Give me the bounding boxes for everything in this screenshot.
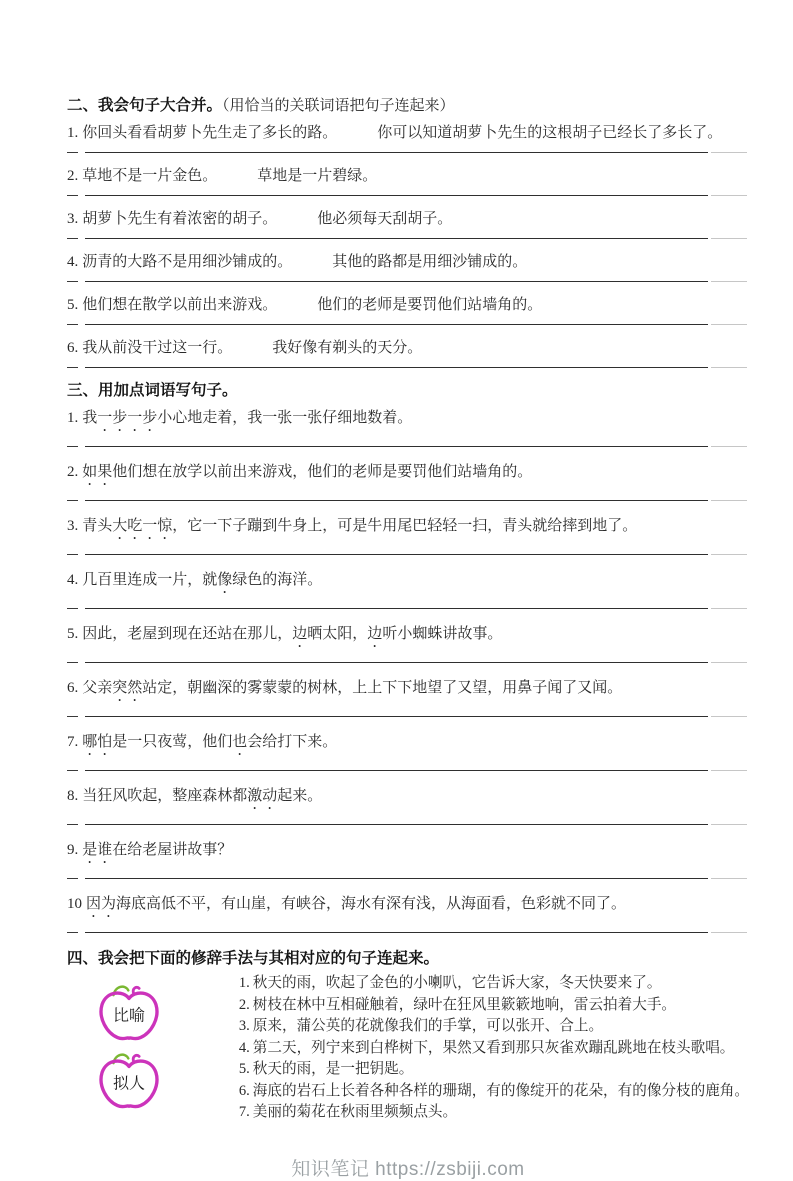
- answer-blank: [67, 366, 747, 368]
- dotted-item-10: [67, 894, 749, 921]
- sentence-a: 沥青的大路不是用细沙铺成的。: [82, 254, 293, 270]
- sentence-with-dots: 哪怕是一只夜莺，他们也会给打下来。: [82, 734, 338, 750]
- item-number: 1.: [67, 125, 79, 141]
- answer-blank: [67, 445, 747, 447]
- merge-item-1: [67, 123, 749, 143]
- answer-blank: [67, 931, 747, 933]
- answer-blank: [67, 237, 747, 239]
- section3-title: 三、用加点词语写句子。: [67, 382, 238, 399]
- merge-item-2: [67, 166, 749, 186]
- rhetoric-sentence-1: 1. 秋天的雨，吹起了金色的小喇叭，它告诉大家，冬天快要来了。: [238, 975, 662, 991]
- section4-title: 四、我会把下面的修辞手法与其相对应的句子连起来。: [67, 950, 440, 967]
- sentence-a: 你回头看看胡萝卜先生走了多长的路。: [82, 125, 338, 141]
- sentence-with-dots: 父亲突然站定，朝幽深的雾蒙蒙的树林，上上下下地望了又望，用鼻子闻了又闻。: [82, 680, 623, 696]
- sentence-a: 他们想在散学以前出来游戏。: [82, 297, 278, 313]
- dotted-item-9: [67, 840, 749, 867]
- sentence-b: 我好像有剃头的天分。: [272, 340, 423, 356]
- sentence-with-dots: 因此，老屋到现在还站在那儿，边晒太阳，边听小蜘蛛讲故事。: [82, 626, 503, 642]
- rhetoric-sentence-6: 6. 海底的岩石上长着各种各样的珊瑚，有的像绽开的花朵，有的像分枝的鹿角。: [238, 1082, 749, 1099]
- sentence-with-dots: 我一步一步小心地走着，我一张一张仔细地数着。: [82, 410, 413, 426]
- rhetoric-sentence-5: 5. 秋天的雨，是一把钥匙。: [238, 1061, 414, 1077]
- sentence-with-dots: 青头大吃一惊，它一下子蹦到牛身上，可是牛用尾巴轻轻一扫，青头就给摔到地了。: [82, 518, 638, 534]
- rhetoric-sentence-7: 7. 美丽的菊花在秋雨里频频点头。: [238, 1104, 458, 1120]
- answer-blank: [67, 607, 747, 609]
- section-dotted-words: [67, 381, 749, 933]
- dotted-item-6: [67, 678, 749, 705]
- section2-title: [67, 96, 749, 116]
- sentence-b: 他必须每天刮胡子。: [317, 211, 453, 227]
- answer-blank: [67, 151, 747, 153]
- merge-item-4: [67, 252, 749, 272]
- rhetoric-sentence-2: 2. 树枝在林中互相碰触着，绿叶在狂风里簌簌地响，雷云拍着大手。: [238, 996, 677, 1013]
- item-number: 3.: [67, 518, 79, 534]
- rhetoric-sentence-4: 4. 第二天，列宁来到白桦树下，果然又看到那只灰雀欢蹦乱跳地在枝头歌唱。: [238, 1039, 735, 1056]
- rhetoric-sentence-3: 3. 原来，蒲公英的花就像我们的手掌，可以张开、合上。: [238, 1018, 604, 1034]
- dotted-item-1: [67, 408, 749, 435]
- answer-blank: [67, 553, 747, 555]
- section2-title-hint: （用恰当的关联词语把句子连起来）: [222, 98, 455, 114]
- sentence-with-dots: 如果他们想在放学以前出来游戏，他们的老师是要罚他们站墙角的。: [82, 464, 533, 480]
- item-number: 10: [67, 896, 82, 912]
- answer-blank: [67, 877, 747, 879]
- answer-blank: [67, 715, 747, 717]
- sentence-with-dots: 当狂风吹起，整座森林都激动起来。: [82, 788, 323, 804]
- answer-blank: [67, 323, 747, 325]
- item-number: 8.: [67, 788, 79, 804]
- device-label-metaphor: 比喻: [112, 1007, 145, 1025]
- answer-blank: [67, 823, 747, 825]
- answer-blank: [67, 499, 747, 501]
- sentence-b: 你可以知道胡萝卜先生的这根胡子已经长了多长了。: [377, 125, 723, 141]
- item-number: 5.: [67, 297, 79, 313]
- rhetoric-device-column: [67, 971, 239, 1124]
- item-number: 6.: [67, 340, 79, 356]
- sentence-a: 草地不是一片金色。: [82, 168, 218, 184]
- answer-blank: [67, 769, 747, 771]
- sentence-with-dots: 因为海底高低不平，有山崖，有峡谷，海水有深有浅，从海面看，色彩就不同了。: [86, 896, 627, 912]
- device-label-personification: 拟人: [112, 1075, 145, 1093]
- dotted-item-2: [67, 462, 749, 489]
- merge-item-3: [67, 209, 749, 229]
- item-number: 7.: [67, 734, 79, 750]
- sentence-b: 其他的路都是用细沙铺成的。: [332, 254, 528, 270]
- personification-apple-badge: [91, 1051, 167, 1113]
- item-number: 9.: [67, 842, 79, 858]
- answer-blank: [67, 280, 747, 282]
- item-number: 6.: [67, 680, 79, 696]
- item-number: 2.: [67, 168, 79, 184]
- sentence-a: 胡萝卜先生有着浓密的胡子。: [82, 211, 278, 227]
- sentence-with-dots: 几百里连成一片，就像绿色的海洋。: [82, 572, 323, 588]
- item-number: 4.: [67, 572, 79, 588]
- item-number: 3.: [67, 211, 79, 227]
- dotted-item-5: [67, 624, 749, 651]
- answer-blank: [67, 194, 747, 196]
- dotted-item-7: [67, 732, 749, 759]
- dotted-item-3: [67, 516, 749, 543]
- merge-item-5: [67, 295, 749, 315]
- section-rhetoric-match: [67, 949, 749, 1124]
- section-sentence-merge: [67, 96, 749, 368]
- item-number: 4.: [67, 254, 79, 270]
- sentence-b: 他们的老师是要罚他们站墙角的。: [317, 297, 543, 313]
- section2-title-main: 二、我会句子大合并。: [67, 97, 223, 114]
- sentence-with-dots: 是谁在给老屋讲故事？: [82, 842, 233, 858]
- item-number: 1.: [67, 410, 79, 426]
- dotted-item-8: [67, 786, 749, 813]
- site-watermark: 知识笔记 https://zsbiji.com: [291, 1158, 525, 1180]
- sentence-b: 草地是一片碧绿。: [257, 168, 378, 184]
- rhetoric-sentence-list: [239, 971, 749, 1124]
- dotted-item-4: [67, 570, 749, 597]
- item-number: 2.: [67, 464, 79, 480]
- metaphor-apple-badge: [91, 983, 167, 1045]
- sentence-a: 我从前没干过这一行。: [82, 340, 233, 356]
- item-number: 5.: [67, 626, 79, 642]
- answer-blank: [67, 661, 747, 663]
- merge-item-6: [67, 338, 749, 358]
